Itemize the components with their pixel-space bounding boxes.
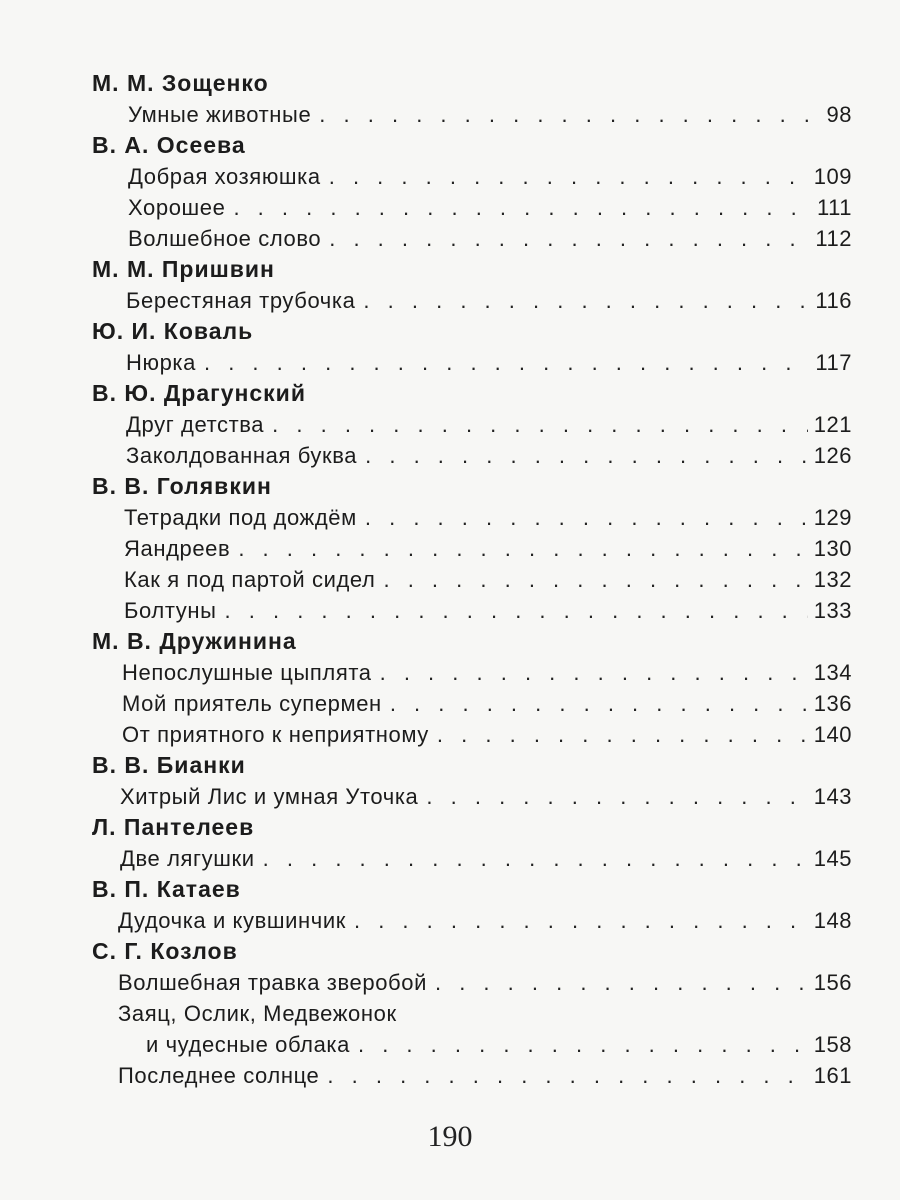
entry-title: Добрая хозяюшка <box>128 164 321 189</box>
dot-leader <box>319 99 820 130</box>
entry-title: Тетрадки под дождём <box>124 505 357 530</box>
author-heading: М. М. Зощенко <box>92 70 269 96</box>
entry-page-number: 130 <box>813 536 852 561</box>
toc-entry <box>92 1060 852 1091</box>
dot-leader <box>327 1060 807 1091</box>
dot-leader <box>365 440 808 471</box>
toc-entry <box>92 192 852 223</box>
dot-leader <box>225 595 808 626</box>
dot-leader <box>363 285 809 316</box>
entry-page-number: 121 <box>813 412 852 437</box>
entry-title: Умные животные <box>128 102 312 127</box>
author-heading: М. В. Дружинина <box>92 628 297 654</box>
entry-page-number: 132 <box>813 567 852 592</box>
entry-page-number: 133 <box>813 598 852 623</box>
entry-title: Болтуны <box>124 598 217 623</box>
entry-page-number: 111 <box>817 195 852 220</box>
entry-title: Берестяная трубочка <box>126 288 356 313</box>
toc-entry <box>92 347 852 378</box>
entry-title: Мой приятель супермен <box>122 691 382 716</box>
dot-leader <box>329 223 809 254</box>
author-heading: С. Г. Козлов <box>92 938 238 964</box>
entry-title: Дудочка и кувшинчик <box>118 908 346 933</box>
entry-title: Последнее солнце <box>118 1063 320 1088</box>
toc-entry <box>92 99 852 130</box>
toc-entry <box>92 595 852 626</box>
entry-page-number: 136 <box>813 691 852 716</box>
toc-entry <box>92 688 852 719</box>
entry-title: Хорошее <box>128 195 226 220</box>
entry-page-number: 140 <box>813 722 852 747</box>
author-heading: Ю. И. Коваль <box>92 318 254 344</box>
dot-leader <box>263 843 808 874</box>
entry-title: Непослушные цыплята <box>122 660 372 685</box>
entry-page-number: 148 <box>813 908 852 933</box>
entry-page-number: 109 <box>813 164 852 189</box>
toc-entry <box>92 502 852 533</box>
toc-entry <box>92 409 852 440</box>
entry-page-number: 134 <box>813 660 852 685</box>
author-heading: Л. Пантелеев <box>92 814 255 840</box>
toc-entry <box>92 719 852 750</box>
entry-title: Волшебное слово <box>128 226 322 251</box>
entry-title: Как я под партой сидел <box>124 567 376 592</box>
dot-leader <box>358 1029 808 1060</box>
entry-title: Заколдованная буква <box>126 443 358 468</box>
entry-page-number: 143 <box>813 784 852 809</box>
dot-leader <box>390 688 808 719</box>
entry-page-number: 145 <box>813 846 852 871</box>
table-of-contents <box>92 68 852 1091</box>
dot-leader <box>365 502 808 533</box>
toc-entry <box>92 285 852 316</box>
dot-leader <box>426 781 807 812</box>
toc-entry <box>92 967 852 998</box>
entry-page-number: 158 <box>813 1032 852 1057</box>
dot-leader <box>437 719 808 750</box>
author-heading: В. В. Голявкин <box>92 473 272 499</box>
toc-entry <box>92 533 852 564</box>
entry-title: Нюрка <box>126 350 196 375</box>
dot-leader <box>272 409 808 440</box>
entry-page-number: 112 <box>815 226 852 251</box>
entry-title: и чудесные облака <box>146 1032 350 1057</box>
dot-leader <box>233 192 811 223</box>
entry-title-line: Заяц, Ослик, Медвежонок <box>118 1001 397 1026</box>
entry-title: Яандреев <box>124 536 231 561</box>
toc-entry <box>92 657 852 688</box>
entry-title: Хитрый Лис и умная Уточка <box>120 784 419 809</box>
toc-entry <box>92 564 852 595</box>
dot-leader <box>383 564 807 595</box>
toc-entry <box>92 1029 852 1060</box>
toc-entry <box>92 161 852 192</box>
author-heading: В. Ю. Драгунский <box>92 380 306 406</box>
toc-entry <box>92 223 852 254</box>
entry-title: Волшебная травка зверобой <box>118 970 427 995</box>
author-heading: В. А. Осеева <box>92 132 246 158</box>
entry-page-number: 117 <box>815 350 852 375</box>
entry-page-number: 129 <box>813 505 852 530</box>
toc-entry <box>92 843 852 874</box>
entry-page-number: 161 <box>813 1063 852 1088</box>
entry-title: От приятного к неприятному <box>122 722 429 747</box>
entry-page-number: 116 <box>815 288 852 313</box>
toc-entry <box>92 440 852 471</box>
author-heading: В. П. Катаев <box>92 876 241 902</box>
page-number: 190 <box>427 1120 473 1153</box>
dot-leader <box>204 347 809 378</box>
author-heading: В. В. Бианки <box>92 752 246 778</box>
dot-leader <box>435 967 808 998</box>
dot-leader <box>380 657 808 688</box>
entry-title: Две лягушки <box>120 846 255 871</box>
entry-page-number: 126 <box>813 443 852 468</box>
dot-leader <box>329 161 808 192</box>
dot-leader <box>238 533 807 564</box>
toc-entry <box>92 905 852 936</box>
entry-page-number: 98 <box>826 102 852 127</box>
entry-page-number: 156 <box>813 970 852 995</box>
author-heading: М. М. Пришвин <box>92 256 275 282</box>
toc-entry <box>92 781 852 812</box>
entry-title: Друг детства <box>126 412 265 437</box>
dot-leader <box>354 905 808 936</box>
